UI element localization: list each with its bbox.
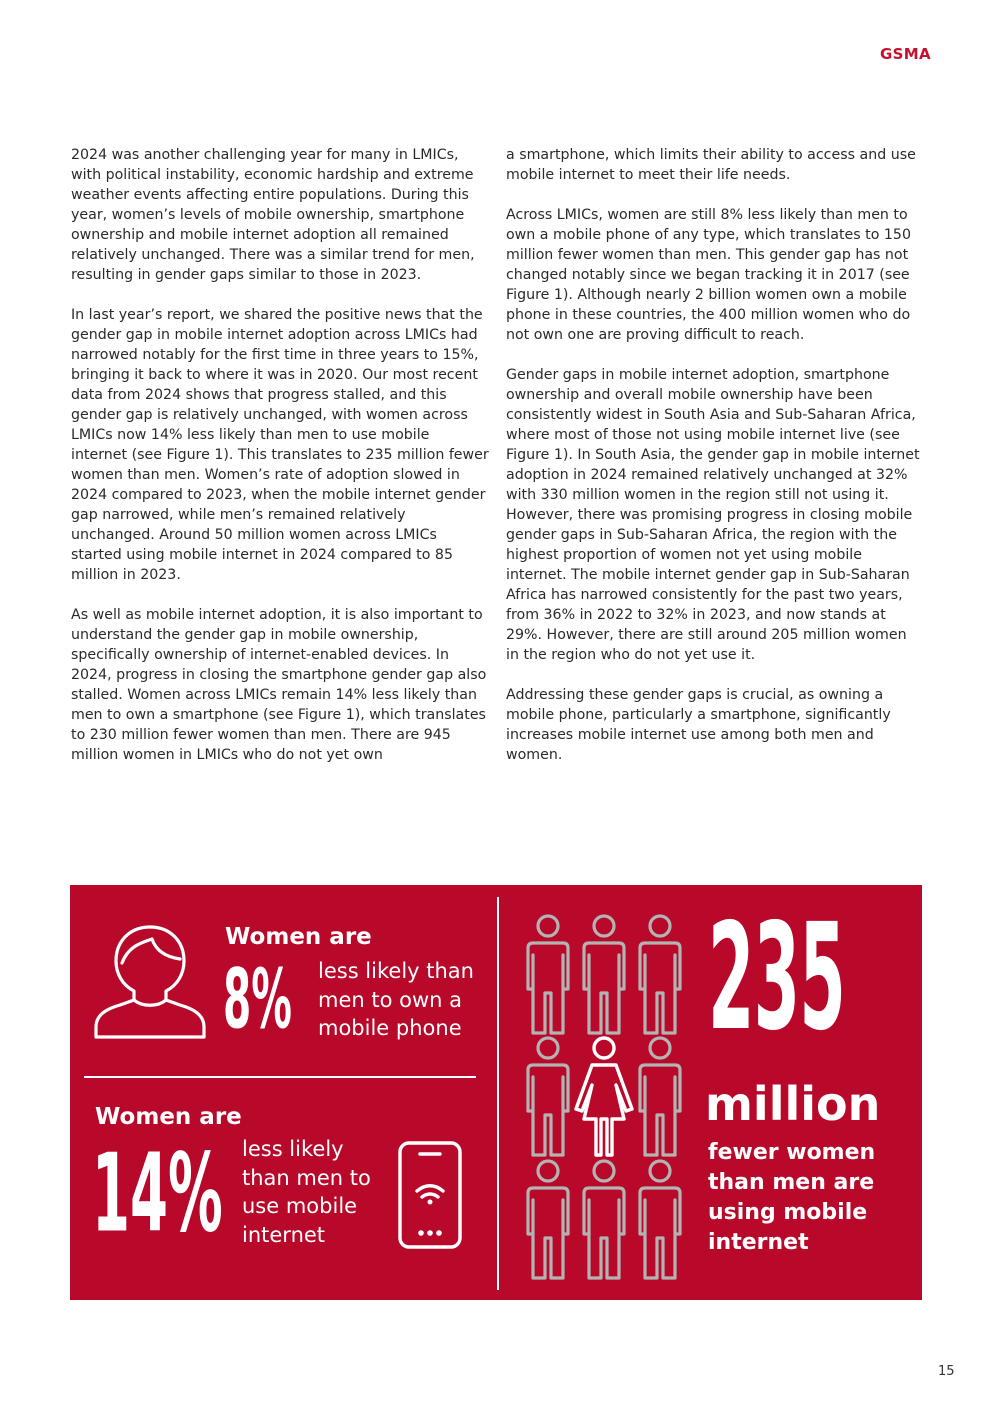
paragraph: Across LMICs, women are still 8% less likely than men to own a mobile phone of any type, which translates to 150 million fewer women than men. This gender gap has not changed notably since we began tracking it in 2017 (see Figure 1). Although nearly 2 billion women own a mobile phone in these countries, the 400 million women who do not own one are proving difficult to reach. <box>506 207 911 343</box>
internet-stat-heading: Women are <box>95 1104 242 1130</box>
description-line: fewer women <box>708 1140 876 1165</box>
phone-stat-heading: Women are <box>225 924 372 950</box>
phone-stat-value: 8% <box>223 950 292 1048</box>
description-line: using mobile <box>708 1200 868 1225</box>
paragraph: a smartphone, which limits their ability to access and use mobile internet to meet their life needs. <box>506 147 916 183</box>
internet-stat-value: 14% <box>92 1132 223 1257</box>
woman-figure-icon <box>576 1038 632 1155</box>
phone-stat-description <box>318 957 474 1043</box>
man-figure-icon <box>640 1038 680 1155</box>
man-figure-icon <box>528 1038 568 1155</box>
internet-stat-description <box>242 1135 371 1249</box>
women-count-unit: million <box>705 1077 881 1131</box>
women-count-value: 235 <box>708 893 846 1064</box>
paragraph: As well as mobile internet adoption, it is also important to understand the gender gap in mobile ownership, specifically ownership of internet-enabled devices. In 2024, progress in closing the smartphone gender gap also stalled. Women across LMICs remain 14% less likely than men to own a smartphone (see Figure 1), which translates to 230 million fewer women than men. There are 945 million women in LMICs who do not yet own <box>71 607 487 763</box>
man-figure-icon <box>640 916 680 1033</box>
vertical-divider <box>497 897 499 1290</box>
description-line: than men are <box>708 1170 875 1195</box>
infographic-panel <box>70 885 922 1300</box>
paragraph: In last year’s report, we shared the positive news that the gender gap in mobile internet adoption across LMICs had narrowed notably for the first time in three years to 15%, bringing it back to where it was in 2020. Our most recent data from 2024 shows that progress stalled, and this gender gap is relatively unchanged, with women across LMICs now 14% less likely than men to use mobile internet (see Figure 1). This translates to 235 million fewer women than men. Women’s rate of adoption slowed in 2024 compared to 2023, when the mobile internet gender gap narrowed, while men’s remained relatively unchanged. Around 50 million women across LMICs started using mobile internet in 2024 compared to 85 million in 2023. <box>71 307 489 583</box>
paragraph: Gender gaps in mobile internet adoption, smartphone ownership and overall mobile ownership have been consistently widest in South Asia and Sub-Saharan Africa, where most of those not using mobile internet live (see Figure 1). In South Asia, the gender gap in mobile internet adoption in 2024 remained relatively unchanged at 32% with 330 million women in the region still not using it. However, there was promising progress in closing mobile gender gaps in Sub-Saharan Africa, the region with the highest proportion of women not yet using mobile internet. The mobile internet gender gap in Sub-Saharan Africa has narrowed consistently for the past two years, from 36% in 2022 to 32% in 2023, and now stands at 29%. However, there are still around 205 million women in the region who do not yet use it. <box>506 367 920 663</box>
body-column-left <box>71 145 489 785</box>
description-line: internet <box>242 1222 326 1247</box>
page-number: 15 <box>938 1364 955 1379</box>
man-figure-icon <box>528 916 568 1033</box>
description-line: use mobile <box>242 1194 358 1218</box>
man-figure-icon <box>528 1161 568 1278</box>
description-line: less likely <box>242 1137 344 1161</box>
man-figure-icon <box>584 916 624 1033</box>
description-line: mobile phone <box>318 1016 462 1040</box>
description-line: than men to <box>242 1165 371 1190</box>
paragraph: 2024 was another challenging year for many in LMICs, with political instability, economic hardship and extreme weather events affecting entire populations. During this year, women’s levels of mobile ownership, smartphone ownership and mobile internet adoption all remained relatively unchanged. There was a similar trend for men, resulting in gender gaps similar to those in 2023. <box>71 147 475 283</box>
horizontal-divider <box>84 1076 476 1078</box>
man-figure-icon <box>584 1161 624 1278</box>
woman-avatar-icon <box>94 923 206 1041</box>
smartphone-wifi-icon <box>398 1141 462 1249</box>
description-line: internet <box>708 1230 809 1255</box>
people-grid <box>524 913 692 1275</box>
description-line: less likely than <box>318 959 474 983</box>
description-line: men to own a <box>318 987 462 1012</box>
body-column-right <box>506 145 924 785</box>
gsma-logo: GSMA <box>880 45 931 63</box>
women-count-description <box>708 1138 908 1258</box>
paragraph: Addressing these gender gaps is crucial, as owning a mobile phone, particularly a smartphone, significantly increases mobile internet use among both men and women. <box>506 687 891 763</box>
man-figure-icon <box>640 1161 680 1278</box>
